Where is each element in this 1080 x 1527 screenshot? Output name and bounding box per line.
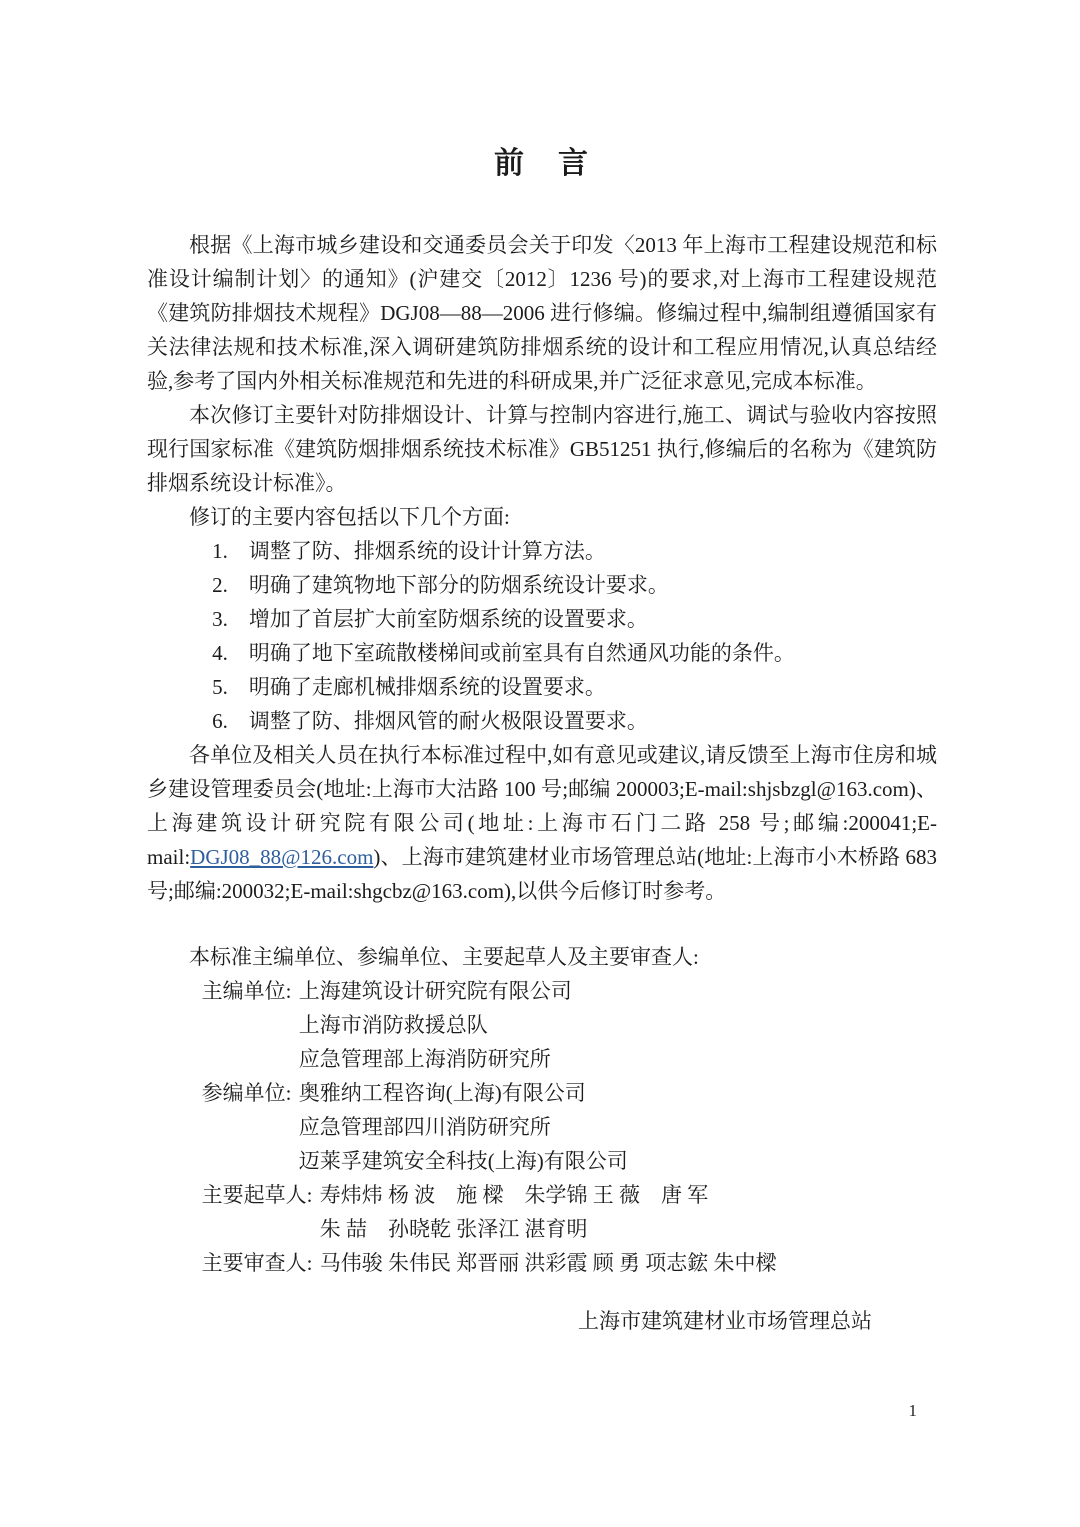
revision-item-text: 调整了防、排烟系统的设计计算方法。	[248, 539, 606, 563]
revision-item	[147, 704, 937, 738]
credits-value: 马伟骏 朱伟民 郑晋丽 洪彩霞 顾 勇 项志鋐 朱中樑	[319, 1251, 777, 1275]
credits-row-label: 主编单位:	[201, 979, 292, 1003]
revision-item-number: 5.	[212, 675, 228, 699]
credits-value: 上海市消防救援总队	[298, 1013, 488, 1037]
credits-intro: 本标准主编单位、参编单位、主要起草人及主要审查人:	[189, 945, 699, 969]
credits-row-label: 主要审查人:	[201, 1251, 313, 1275]
credits-value: 应急管理部四川消防研究所	[298, 1115, 551, 1139]
revision-item-number: 3.	[212, 607, 228, 631]
page-content	[147, 138, 937, 1338]
feedback-text-after: )、上海市建筑建材业市场管理总站(地址:上海市小木桥路 683 号;邮编:200032;E-mail:shgcbz@163.com),以供今后修订时参考。	[147, 845, 937, 903]
issuing-organization: 上海市建筑建材业市场管理总站	[578, 1309, 872, 1333]
credits-row-values	[299, 974, 572, 1076]
paragraph-revision-scope: 本次修订主要针对防排烟设计、计算与控制内容进行,施工、调试与验收内容按照现行国家标准《建筑防烟排烟系统技术标准》GB51251 执行,修编后的名称为《建筑防排烟系统设计标准》。	[147, 403, 937, 495]
credits-value: 寿炜炜 杨 波 施 樑 朱学锦 王 薇 唐 军	[319, 1183, 709, 1207]
revision-item	[147, 568, 937, 602]
revision-item-text: 明确了走廊机械排烟系统的设置要求。	[248, 675, 606, 699]
credits-value: 奥雅纳工程咨询(上海)有限公司	[298, 1081, 586, 1105]
credits-row	[202, 974, 937, 1076]
revision-item	[147, 534, 937, 568]
credits-row-values	[299, 1076, 628, 1178]
paragraph-revision-list-intro: 修订的主要内容包括以下几个方面:	[189, 505, 510, 529]
feedback-text-before: 各单位及相关人员在执行本标准过程中,如有意见或建议,请反馈至上海市住房和城乡建设管理委员会(地址:上海市大沽路 100 号;邮编 200003;E-mail:shjsbzgl@163.com)、上海建筑设计研究院有限公司(地址:上海市石门二路 258 号;邮编:200041;E-mail:	[147, 743, 937, 869]
credits-row	[202, 1178, 937, 1246]
credits-value: 上海建筑设计研究院有限公司	[298, 979, 572, 1003]
revision-item-number: 6.	[212, 709, 228, 733]
revision-item-text: 明确了建筑物地下部分的防烟系统设计要求。	[248, 573, 669, 597]
revision-item	[147, 670, 937, 704]
revision-item-number: 1.	[212, 539, 228, 563]
revision-item-text: 调整了防、排烟风管的耐火极限设置要求。	[248, 709, 648, 733]
credits-row	[202, 1246, 937, 1280]
credits-row-label: 主要起草人:	[201, 1183, 313, 1207]
revision-item-text: 明确了地下室疏散楼梯间或前室具有自然通风功能的条件。	[248, 641, 795, 665]
email-link-dgj08[interactable]: DGJ08_88@126.com	[190, 845, 374, 869]
paragraph-basis: 根据《上海市城乡建设和交通委员会关于印发〈2013 年上海市工程建设规范和标准设计编制计划〉的通知》(沪建交〔2012〕1236 号)的要求,对上海市工程建设规范《建筑防排烟技术规程》DGJ08—88—2006 进行修编。修编过程中,编制组遵循国家有关法律法规和技术标准,深入调研建筑防排烟系统的设计和工程应用情况,认真总结经验,参考了国内外相关标准规范和先进的科研成果,并广泛征求意见,完成本标准。	[147, 233, 937, 393]
credits-row-values	[320, 1246, 777, 1280]
credits-value: 朱 喆 孙晓乾 张泽江 湛育明	[319, 1217, 588, 1241]
credits-row-values	[320, 1178, 709, 1246]
credits-row	[202, 1076, 937, 1178]
revision-item-number: 4.	[212, 641, 228, 665]
revision-item-text: 增加了首层扩大前室防烟系统的设置要求。	[248, 607, 648, 631]
credits-block	[147, 974, 937, 1280]
revision-item	[147, 636, 937, 670]
revision-item	[147, 602, 937, 636]
credits-value: 应急管理部上海消防研究所	[298, 1047, 551, 1071]
revision-item-number: 2.	[212, 573, 228, 597]
revision-items-list	[147, 534, 937, 738]
page-title: 前 言	[494, 147, 590, 180]
credits-row-label: 参编单位:	[201, 1081, 292, 1105]
page-number: 1	[908, 1401, 917, 1420]
credits-value: 迈莱孚建筑安全科技(上海)有限公司	[298, 1149, 628, 1173]
paragraph-feedback	[147, 738, 937, 908]
